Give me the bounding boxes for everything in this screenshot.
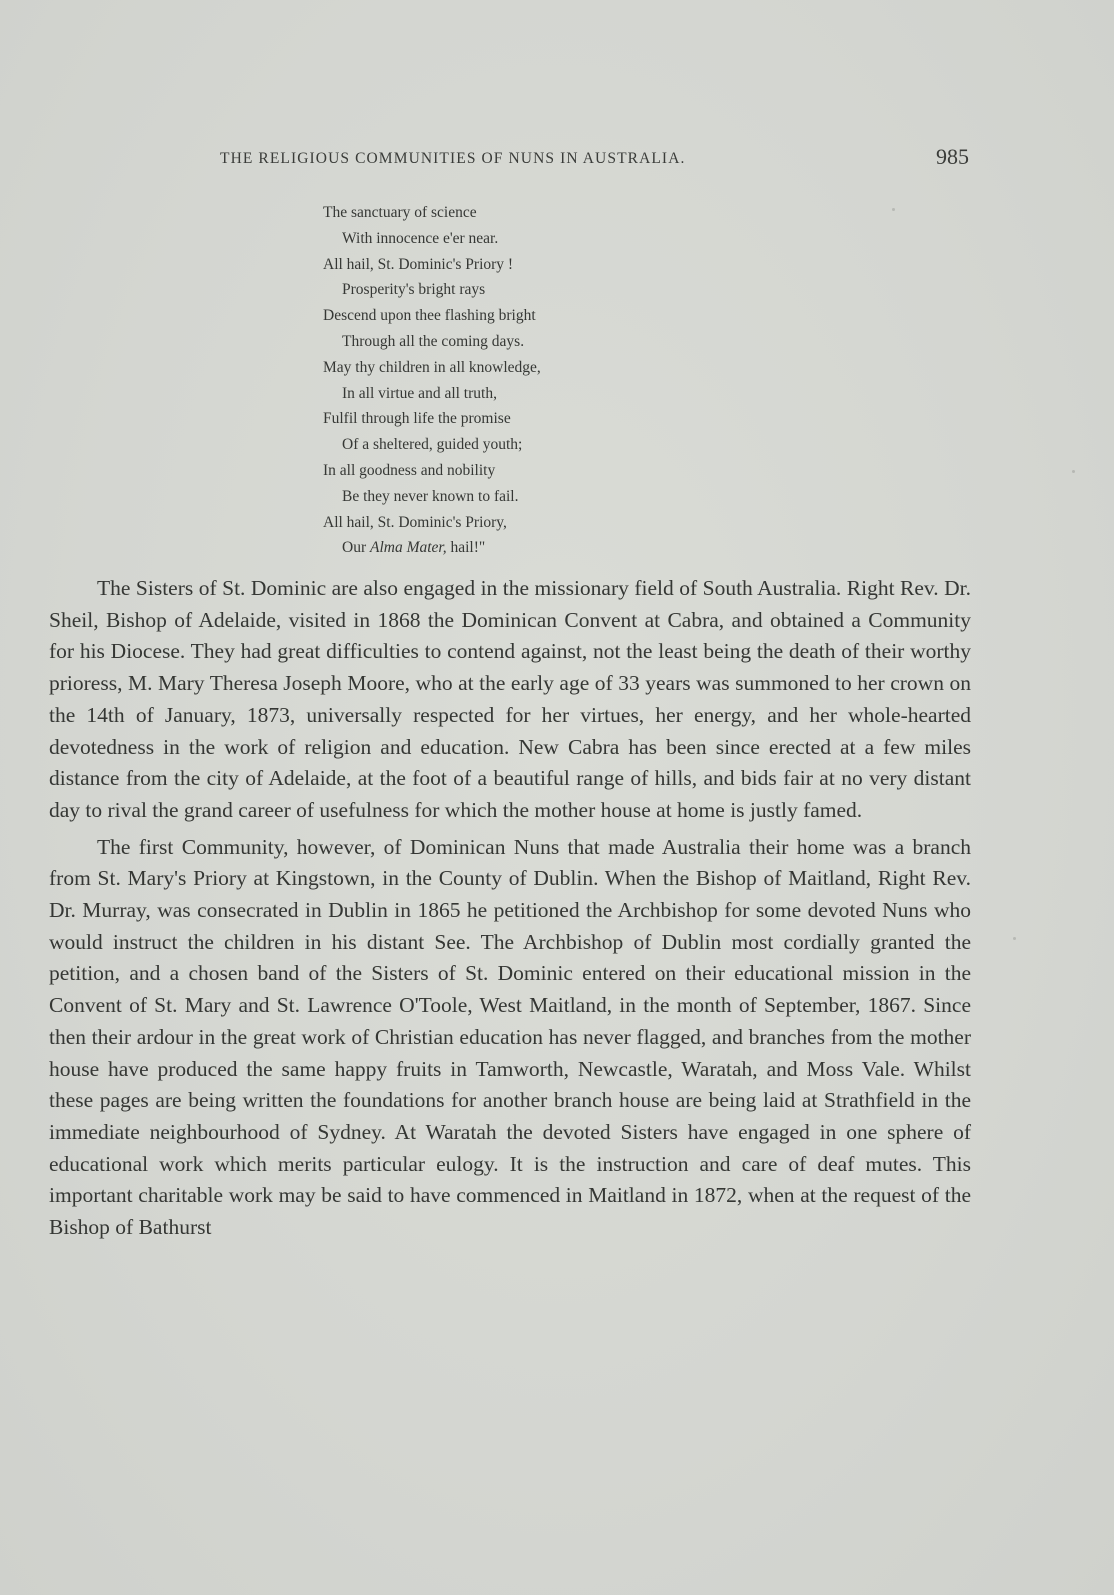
poem-last-suffix: hail!" — [446, 539, 486, 557]
paper-speck — [892, 208, 895, 211]
poem-stanza — [323, 200, 743, 561]
poem-line: Descend upon thee flashing bright — [323, 307, 536, 325]
poem-line: With innocence e'er near. — [342, 229, 499, 247]
poem-line-last — [323, 535, 743, 561]
poem-line: All hail, St. Dominic's Priory ! — [323, 255, 514, 273]
poem-line: In all virtue and all truth, — [342, 384, 497, 402]
poem-line: Fulfil through life the promise — [323, 410, 511, 428]
poem-line: Through all the coming days. — [342, 332, 525, 350]
body-text — [49, 573, 971, 1249]
poem-line: Prosperity's bright rays — [342, 281, 486, 299]
poem-line: All hail, St. Dominic's Priory, — [323, 513, 507, 531]
paper-speck — [1013, 937, 1016, 940]
page-header — [0, 146, 1114, 176]
paragraph-dominicans-adelaide: The Sisters of St. Dominic are also engaged in the missionary field of South Australia. Right Rev. Dr. Sheil, Bishop of Adelaide, visited in 1868 the Dominican Convent at Cabra, and obtained a Community for his Diocese. They had great difficulties to contend against, not the least being the death of their worthy prioress, M. Mary Theresa Joseph Moore, who at the early age of 33 years was summoned to her crown on the 14th of January, 1873, universally respected for her virtues, her energy, and her whole-hearted devotedness in the work of religion and education. New Cabra has been since erected at a few miles distance from the city of Adelaide, at the foot of a beautiful range of hills, and bids fair at no very distant day to rival the grand career of usefulness for which the mother house at home is justly famed. — [49, 576, 971, 822]
paper-speck — [1072, 470, 1075, 473]
poem-line: In all goodness and nobility — [323, 461, 496, 479]
poem-line: Be they never known to fail. — [342, 487, 519, 505]
poem-alma-mater: Alma Mater, — [369, 539, 447, 557]
poem-line: The sanctuary of science — [323, 204, 477, 221]
poem-line: May thy children in all knowledge, — [323, 358, 541, 376]
paragraph-dominicans-maitland: The first Community, however, of Dominican Nuns that made Australia their home was a branch from St. Mary's Priory at Kingstown, in the County of Dublin. When the Bishop of Maitland, Right Rev. Dr. Murray, was consecrated in Dublin in 1865 he petitioned the Archbishop for some devoted Nuns who would instruct the children in his distant See. The Archbishop of Dublin most cordially granted the petition, and a chosen band of the Sisters of St. Dominic entered on their educational mission in the Convent of St. Mary and St. Lawrence O'Toole, West Maitland, in the month of September, 1867. Since then their ardour in the great work of Christian education has never flagged, and branches from the mother house have produced the same happy fruits in Tamworth, Newcastle, Waratah, and Moss Vale. Whilst these pages are being written the foundations for another branch house are being laid at Strathfield in the immediate neighbourhood of Sydney. At Waratah the devoted Sisters have engaged in one sphere of educational work which merits particular eulogy. It is the instruction and care of deaf mutes. This important charitable work may be said to have commenced in Maitland in 1872, when at the request of the Bishop of Bathurst — [49, 834, 971, 1240]
poem-line: Of a sheltered, guided youth; — [342, 436, 523, 454]
page-number: 985 — [936, 144, 969, 169]
running-title: THE RELIGIOUS COMMUNITIES OF NUNS IN AUSTRALIA. — [220, 150, 686, 167]
poem-last-prefix: Our — [342, 539, 370, 557]
